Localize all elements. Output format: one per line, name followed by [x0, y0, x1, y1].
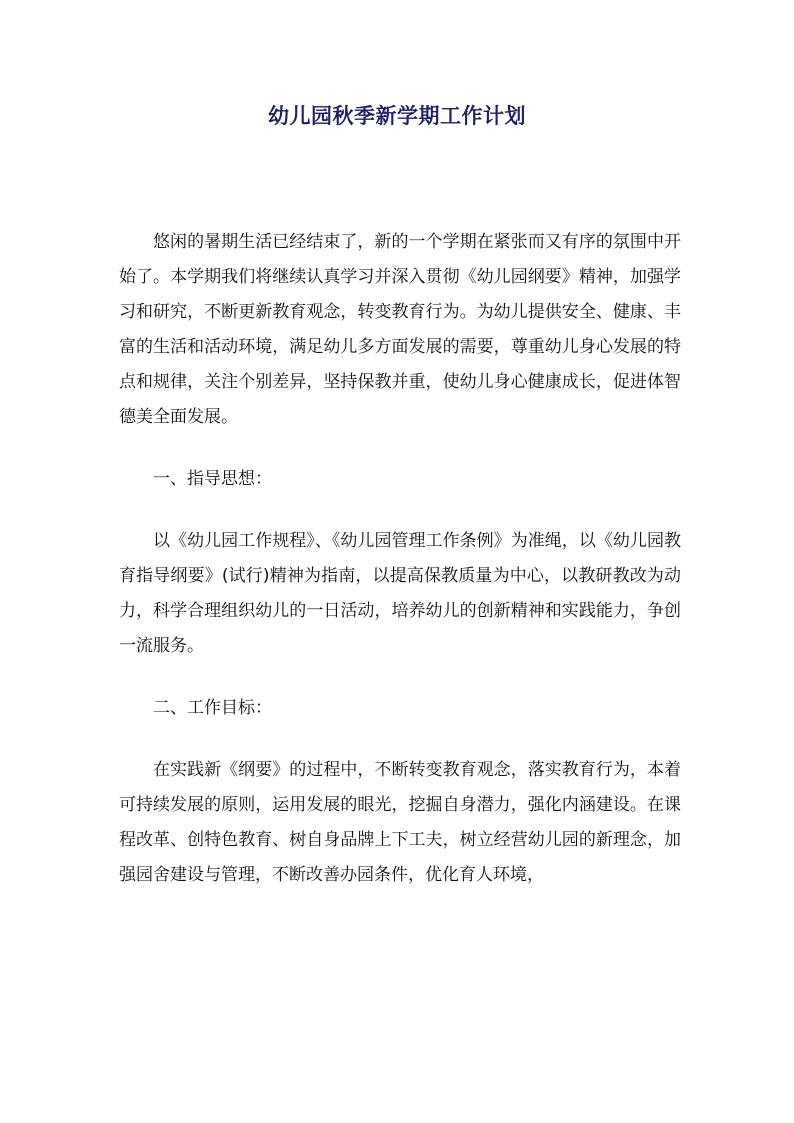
document-title: 幼儿园秋季新学期工作计划 [268, 103, 526, 128]
work-goals-paragraph: 在实践新《纲要》的过程中，不断转变教育观念，落实教育行为，本着可持续发展的原则，运用发展的眼光，挖掘自身潜力，强化内涵建设。在课程改革、创特色教育、树自身品牌上下工夫，树立经营幼儿园的新理念，加强园舍建设与管理，不断改善办园条件，优化育人环境， [119, 760, 681, 885]
guiding-ideology-paragraph: 以《幼儿园工作规程》、《幼儿园管理工作条例》为准绳，以《幼儿园教育指导纲要》(试行)精神为指南，以提高保教质量为中心，以教研教改为动力，科学合理组织幼儿的一日活动，培养幼儿的创新精神和实践能力，争创一流服务。 [119, 531, 681, 656]
section-heading-work-goals: 二、工作目标： [153, 698, 272, 718]
intro-paragraph: 悠闲的暑期生活已经结束了，新的一个学期在紧张而又有序的氛围中开始了。本学期我们将继续认真学习并深入贯彻《幼儿园纲要》精神，加强学习和研究，不断更新教育观念，转变教育行为。为幼儿提供安全、健康、丰富的生活和活动环境，满足幼儿多方面发展的需要，尊重幼儿身心发展的特点和规律，关注个别差异，坚持保教并重，使幼儿身心健康成长，促进体智德美全面发展。 [119, 232, 681, 427]
section-heading-guiding-ideology: 一、指导思想： [153, 469, 272, 489]
document-body [119, 225, 681, 920]
